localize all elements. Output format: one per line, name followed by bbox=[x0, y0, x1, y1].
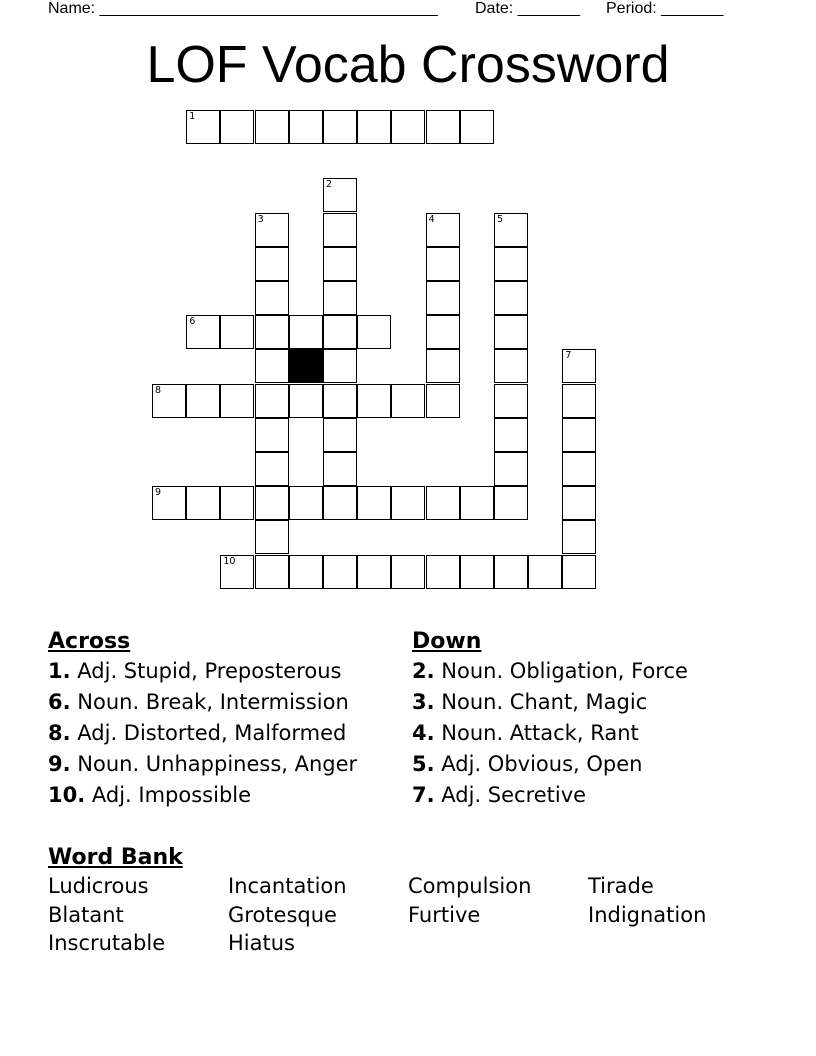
crossword-cell[interactable] bbox=[562, 384, 596, 418]
crossword-cell[interactable] bbox=[289, 384, 323, 418]
word-bank-item: Ludicrous bbox=[48, 874, 149, 898]
cell-number: 7 bbox=[565, 350, 572, 362]
crossword-cell[interactable] bbox=[426, 349, 460, 383]
down-clues bbox=[412, 628, 688, 811]
clue-text: Noun. Unhappiness, Anger bbox=[77, 752, 358, 776]
clue-text: Adj. Distorted, Malformed bbox=[77, 721, 347, 745]
crossword-cell[interactable] bbox=[186, 384, 220, 418]
name-field[interactable]: Name: ______________________________________ bbox=[48, 0, 438, 17]
word-bank-item: Furtive bbox=[408, 902, 481, 927]
crossword-cell[interactable] bbox=[323, 178, 357, 212]
crossword-cell[interactable] bbox=[357, 110, 391, 144]
across-heading: Across bbox=[48, 629, 131, 654]
date-field[interactable]: Date: _______ bbox=[475, 0, 580, 17]
clue-text: Adj. Stupid, Preposterous bbox=[77, 659, 342, 683]
crossword-cell[interactable] bbox=[426, 281, 460, 315]
crossword-cell[interactable] bbox=[255, 213, 289, 247]
crossword-cell[interactable] bbox=[528, 555, 562, 589]
down-clue bbox=[412, 749, 688, 780]
down-heading: Down bbox=[412, 629, 482, 654]
word-bank-item: Grotesque bbox=[228, 902, 337, 927]
clue-text: Adj. Secretive bbox=[441, 783, 587, 807]
crossword-cell[interactable] bbox=[255, 247, 289, 281]
crossword-cell[interactable] bbox=[255, 281, 289, 315]
crossword-cell[interactable] bbox=[289, 315, 323, 349]
crossword-cell[interactable] bbox=[460, 110, 494, 144]
word-bank-item: Compulsion bbox=[408, 874, 532, 898]
clue-number: 7. bbox=[412, 783, 435, 807]
down-clue bbox=[412, 687, 688, 718]
crossword-cell[interactable] bbox=[391, 384, 425, 418]
crossword-cell[interactable] bbox=[323, 418, 357, 452]
crossword-cell[interactable] bbox=[289, 555, 323, 589]
clue-number: 5. bbox=[412, 752, 435, 776]
cell-number: 10 bbox=[223, 555, 236, 567]
crossword-cell[interactable] bbox=[255, 110, 289, 144]
cell-number: 6 bbox=[189, 316, 196, 328]
crossword-cell[interactable] bbox=[426, 555, 460, 589]
cell-number: 9 bbox=[155, 487, 162, 499]
period-field[interactable]: Period: _______ bbox=[606, 0, 724, 17]
crossword-cell[interactable] bbox=[323, 452, 357, 486]
word-bank bbox=[48, 844, 768, 962]
crossword-cell[interactable] bbox=[357, 384, 391, 418]
clue-number: 3. bbox=[412, 690, 435, 714]
clue-number: 2. bbox=[412, 659, 435, 683]
crossword-cell[interactable] bbox=[255, 384, 289, 418]
clue-number: 4. bbox=[412, 721, 435, 745]
crossword-cell[interactable] bbox=[323, 315, 357, 349]
crossword-cell[interactable] bbox=[220, 555, 254, 589]
across-clue bbox=[48, 780, 357, 811]
cell-number: 1 bbox=[189, 111, 196, 122]
crossword-cell[interactable] bbox=[494, 315, 528, 349]
clue-text: Noun. Attack, Rant bbox=[441, 721, 639, 745]
crossword-cell[interactable] bbox=[255, 349, 289, 383]
crossword-cell[interactable] bbox=[323, 349, 357, 383]
crossword-cell[interactable] bbox=[255, 486, 289, 520]
crossword-cell[interactable] bbox=[357, 486, 391, 520]
cell-number: 3 bbox=[257, 213, 264, 225]
clue-number: 10. bbox=[48, 783, 86, 807]
cell-number: 4 bbox=[428, 213, 435, 225]
down-clue bbox=[412, 780, 688, 811]
crossword-cell[interactable] bbox=[220, 110, 254, 144]
crossword-cell[interactable] bbox=[494, 213, 528, 247]
crossword-cell[interactable] bbox=[186, 315, 220, 349]
across-clues bbox=[48, 628, 357, 811]
crossword-cell[interactable] bbox=[357, 555, 391, 589]
crossword-cell[interactable] bbox=[562, 418, 596, 452]
page-title: LOF Vocab Crossword bbox=[146, 36, 670, 94]
crossword-cell[interactable] bbox=[562, 349, 596, 383]
across-clue bbox=[48, 656, 357, 687]
across-clue bbox=[48, 749, 357, 780]
crossword-cell[interactable] bbox=[426, 110, 460, 144]
crossword-cell[interactable] bbox=[460, 486, 494, 520]
crossword-cell[interactable] bbox=[494, 281, 528, 315]
down-clue bbox=[412, 718, 688, 749]
crossword-cell[interactable] bbox=[494, 555, 528, 589]
across-clue bbox=[48, 718, 357, 749]
crossword-cell[interactable] bbox=[323, 555, 357, 589]
across-clue bbox=[48, 687, 357, 718]
crossword-cell[interactable] bbox=[220, 384, 254, 418]
crossword-cell[interactable] bbox=[562, 486, 596, 520]
down-clue bbox=[412, 656, 688, 687]
word-bank-item: Inscrutable bbox=[48, 931, 166, 955]
clue-text: Adj. Impossible bbox=[91, 783, 252, 807]
clue-text: Noun. Obligation, Force bbox=[441, 659, 688, 683]
crossword-cell[interactable] bbox=[323, 110, 357, 144]
crossword-cell[interactable] bbox=[255, 555, 289, 589]
crossword-cell[interactable] bbox=[562, 555, 596, 589]
clue-number: 1. bbox=[48, 659, 71, 683]
clue-number: 9. bbox=[48, 752, 71, 776]
crossword-cell[interactable] bbox=[255, 452, 289, 486]
crossword-cell[interactable] bbox=[494, 418, 528, 452]
crossword-cell[interactable] bbox=[186, 486, 220, 520]
word-bank-item: Tirade bbox=[588, 874, 654, 898]
blocked-cell bbox=[289, 349, 323, 383]
crossword-cell[interactable] bbox=[186, 110, 220, 144]
crossword-cell[interactable] bbox=[289, 110, 323, 144]
word-bank-item: Hiatus bbox=[228, 931, 295, 955]
crossword-cell[interactable] bbox=[426, 486, 460, 520]
crossword-cell[interactable] bbox=[494, 486, 528, 520]
clue-text: Adj. Obvious, Open bbox=[441, 752, 643, 776]
crossword-cell[interactable] bbox=[494, 384, 528, 418]
crossword-cell[interactable] bbox=[391, 486, 425, 520]
crossword-cell[interactable] bbox=[152, 384, 186, 418]
crossword-cell[interactable] bbox=[255, 520, 289, 554]
crossword-cell[interactable] bbox=[494, 349, 528, 383]
crossword-cell[interactable] bbox=[391, 110, 425, 144]
crossword-cell[interactable] bbox=[426, 247, 460, 281]
crossword-cell[interactable] bbox=[460, 555, 494, 589]
crossword-cell[interactable] bbox=[323, 247, 357, 281]
cell-number: 5 bbox=[497, 213, 504, 225]
word-bank-item: Indignation bbox=[588, 902, 707, 927]
crossword-cell[interactable] bbox=[220, 315, 254, 349]
crossword-cell[interactable] bbox=[494, 247, 528, 281]
crossword-cell[interactable] bbox=[323, 281, 357, 315]
crossword-cell[interactable] bbox=[562, 520, 596, 554]
crossword-cell[interactable] bbox=[152, 486, 186, 520]
crossword-cell[interactable] bbox=[289, 486, 323, 520]
crossword-cell[interactable] bbox=[323, 213, 357, 247]
crossword-cell[interactable] bbox=[494, 452, 528, 486]
clue-number: 8. bbox=[48, 721, 71, 745]
word-bank-item: Incantation bbox=[228, 874, 347, 898]
crossword-cell[interactable] bbox=[323, 384, 357, 418]
clue-text: Noun. Chant, Magic bbox=[441, 690, 648, 714]
crossword-cell[interactable] bbox=[391, 555, 425, 589]
crossword-cell[interactable] bbox=[562, 452, 596, 486]
clue-text: Noun. Break, Intermission bbox=[77, 690, 349, 714]
cell-number: 8 bbox=[155, 384, 162, 396]
crossword-cell[interactable] bbox=[426, 213, 460, 247]
crossword-cell[interactable] bbox=[220, 486, 254, 520]
crossword-cell[interactable] bbox=[255, 315, 289, 349]
crossword-cell[interactable] bbox=[426, 315, 460, 349]
word-bank-item: Blatant bbox=[48, 902, 124, 927]
crossword-cell[interactable] bbox=[357, 315, 391, 349]
crossword-cell[interactable] bbox=[426, 384, 460, 418]
cell-number: 2 bbox=[326, 179, 333, 191]
crossword-cell[interactable] bbox=[323, 486, 357, 520]
clue-number: 6. bbox=[48, 690, 71, 714]
word-bank-heading: Word Bank bbox=[48, 845, 183, 870]
crossword-cell[interactable] bbox=[255, 418, 289, 452]
